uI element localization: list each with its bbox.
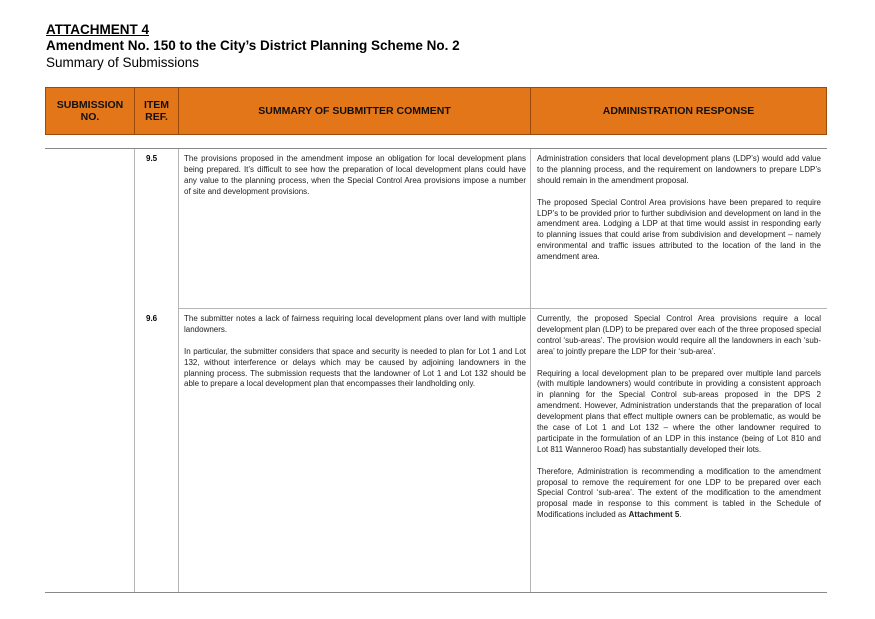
response-paragraph: Administration considers that local development plans (LDP’s) would add value to the planning process, and the requirement on landowners to prepare LDP’s should remain in the amendment proposal. — [537, 154, 821, 185]
col-response: ADMINISTRATION RESPONSE — [602, 105, 755, 117]
column-divider — [134, 149, 135, 592]
summary-paragraph: In particular, the submitter considers that space and security is needed to plan for Lot 1 and Lot 132, without interference or delays which may be caused by adjoining landowners in the planning process. The submission requests that the landowner of Lot 1 and Lot 132 should be able to prepare a local development plan that encompasses their landholding only. — [184, 346, 526, 389]
document-subtitle: Summary of Submissions — [46, 55, 200, 70]
attachment-reference: Attachment 5 — [628, 510, 680, 520]
col-item-ref: ITEM REF. — [135, 88, 179, 134]
col-summary: SUMMARY OF SUBMITTER COMMENT — [179, 88, 531, 134]
item-ref-9-6: 9.6 — [146, 314, 158, 323]
summary-paragraph: The provisions proposed in the amendment impose an obligation for local development plans being prepared. It’s difficult to see how the preparation of local development plans could have any value to the planning process, when the Special Control Area provisions impose a number of site and development provisions. — [184, 154, 526, 196]
response-text: Therefore, Administration is recommending a modification to the amendment proposal to remove the requirement for one LDP to be prepared over each Special Control ‘sub-area’. The extent of the modification to the amendment proposal made in response to this comment is tabled in the Schedule of Modifications included as — [537, 466, 821, 520]
attachment-label: ATTACHMENT 4 — [46, 22, 149, 37]
response-paragraph: The proposed Special Control Area provisions have been prepared to require LDP’s to be provided prior to further subdivision and development on land in the amendment area. Lodging a LDP at that time would assist in responding early to planning issues that could arise from subdivision and development – namely environmental and traffic issues attributed to the location of the land in the amendment area. — [537, 197, 821, 262]
response-paragraph — [537, 467, 821, 522]
document-title: Amendment No. 150 to the City’s District Planning Scheme No. 2 — [46, 38, 460, 53]
response-paragraph: Requiring a local development plan to be prepared over multiple land parcels (with multiple landowners) would contribute in providing a consistent approach in planning for the Special Control sub-areas proposed in the DPS 2 amendment. However, Administration understands that the preparation of local development plans that effect multiple owners can be problematic, as would be the case of Lot 1 and Lot 132 – where the other landowner required to participate in the formulation of an LDP in this instance (being of Lot 810 and Lot 811 Wanneroo Road) has substantially developed their lots. — [537, 368, 821, 454]
response-paragraph: Currently, the proposed Special Control Area provisions require a local development plan (LDP) to be prepared over each of the three proposed special control ‘sub-areas’. The provision would require all the landowners in each ‘sub-area’ to jointly prepare the LDP for their ‘sub-area’. — [537, 314, 821, 356]
response-period: . — [679, 510, 682, 520]
column-divider — [178, 149, 179, 592]
table-header — [45, 87, 827, 135]
item-ref-9-5: 9.5 — [146, 154, 158, 163]
summary-paragraph: The submitter notes a lack of fairness requiring local development plans over land with multiple landowners. — [184, 314, 526, 334]
summary-cell — [184, 154, 526, 198]
response-cell — [537, 154, 821, 263]
row-divider — [178, 308, 827, 309]
submissions-table — [45, 148, 827, 593]
document-titles — [46, 22, 460, 71]
summary-cell — [184, 314, 526, 390]
col-submission-no: SUBMISSION NO. — [46, 88, 135, 134]
response-cell — [537, 314, 821, 521]
column-divider — [530, 149, 531, 592]
